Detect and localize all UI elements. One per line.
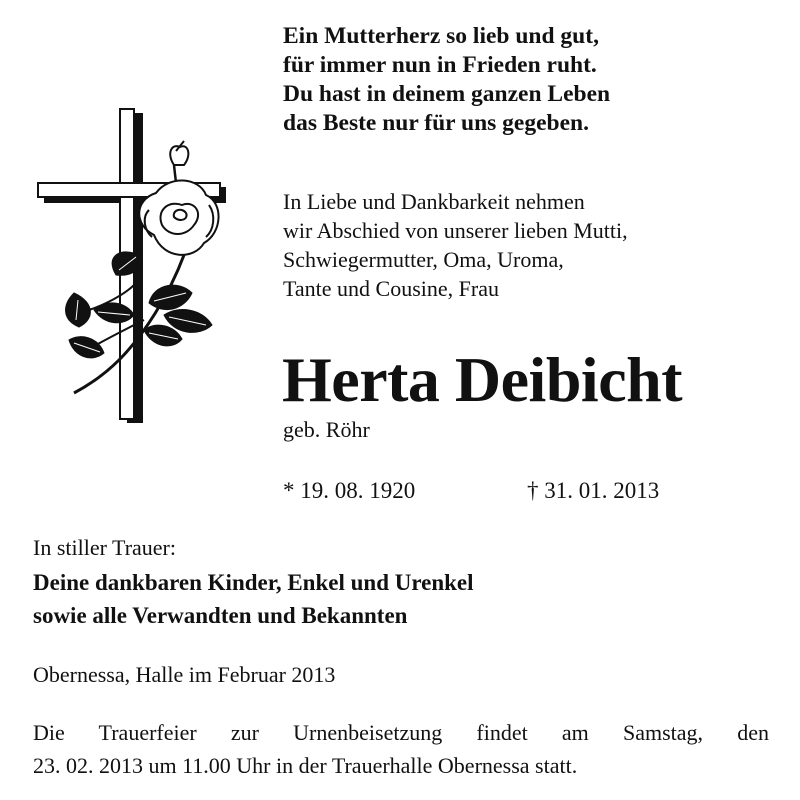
intro-line: Schwiegermutter, Oma, Uroma, [283, 247, 564, 272]
poem [283, 22, 783, 138]
deceased-name: Herta Deibicht [282, 344, 682, 415]
cross-with-rose-icon [34, 105, 229, 425]
poem-line: für immer nun in Frieden ruht. [283, 52, 597, 78]
mourners-line: sowie alle Verwandten und Bekannten [33, 603, 408, 628]
intro-line: wir Abschied von unserer lieben Mutti, [283, 218, 628, 243]
birth-date: * 19. 08. 1920 [283, 478, 416, 503]
ceremony-line: 23. 02. 2013 um 11.00 Uhr in der Trauerhalle Obernessa statt. [33, 753, 578, 778]
death-date: † 31. 01. 2013 [527, 478, 660, 503]
poem-line: Ein Mutterherz so lieb und gut, [283, 23, 599, 49]
intro-line: Tante und Cousine, Frau [283, 276, 499, 301]
poem-line: das Beste nur für uns gegeben. [283, 110, 589, 136]
mourning-intro: In stiller Trauer: [33, 535, 176, 560]
place-date: Obernessa, Halle im Februar 2013 [33, 662, 336, 687]
maiden-name: geb. Röhr [283, 417, 370, 442]
poem-line: Du hast in deinem ganzen Leben [283, 81, 611, 107]
ceremony-notice [33, 716, 769, 782]
ceremony-line: Die Trauerfeier zur Urnenbeisetzung findet am Samstag, den [33, 720, 769, 745]
mourners [33, 566, 474, 632]
mourners-line: Deine dankbaren Kinder, Enkel und Urenkel [33, 570, 474, 595]
farewell-intro [283, 187, 783, 303]
intro-line: In Liebe und Dankbarkeit nehmen [283, 189, 585, 214]
